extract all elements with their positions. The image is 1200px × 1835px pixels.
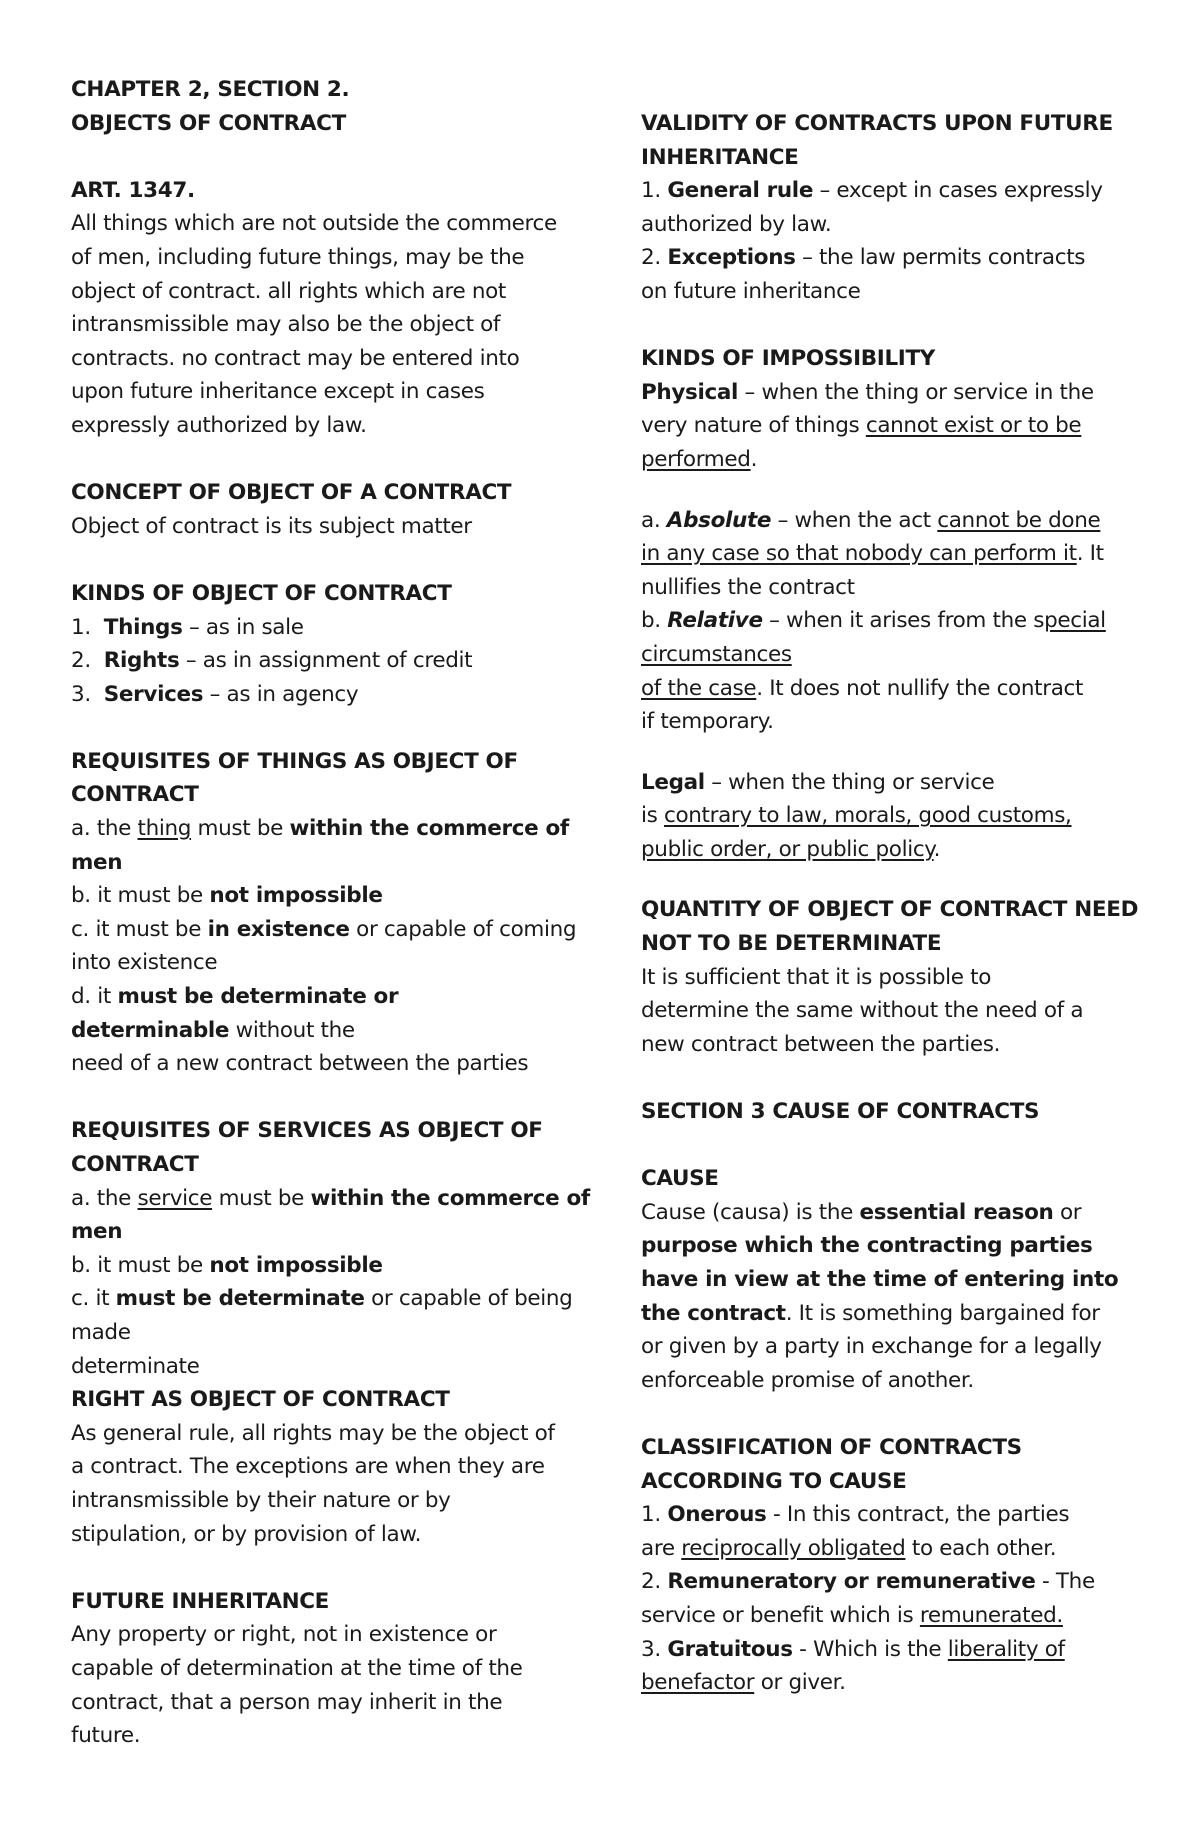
section3-heading: SECTION 3 CAUSE OF CONTRACTS (641, 1099, 1040, 1125)
cause-line: Cause (causa) is the essential reason or (641, 1199, 1082, 1225)
physical-line: very nature of things cannot exist or to be (641, 413, 1082, 439)
article-line: expressly authorized by law. (71, 412, 367, 438)
classification-heading: ACCORDING TO CAUSE (641, 1468, 907, 1494)
req-services-b: b. it must be not impossible (71, 1252, 383, 1278)
req-things-d-cont: determinable without the (71, 1017, 355, 1043)
quantity-line: determine the same without the need of a (641, 998, 1084, 1024)
relative-line: if temporary. (641, 709, 774, 735)
classification-item: 2. Remuneratory or remunerative - The (641, 1569, 1095, 1595)
classification-item: 1. Onerous - In this contract, the parties (641, 1502, 1070, 1528)
cause-heading: CAUSE (641, 1166, 719, 1192)
article-line: intransmissible may also be the object of (71, 312, 501, 338)
article-line: contracts. no contract may be entered into (71, 345, 520, 371)
validity-item-cont: authorized by law. (641, 211, 832, 237)
classification-heading: CLASSIFICATION OF CONTRACTS (641, 1434, 1022, 1460)
future-line: future. (71, 1723, 141, 1749)
req-things-a: a. the thing must be within the commerce of (71, 816, 569, 842)
article-line: upon future inheritance except in cases (71, 379, 485, 405)
req-services-heading: REQUISITES OF SERVICES AS OBJECT OF (71, 1118, 543, 1144)
left-column (71, 73, 611, 1753)
article-heading: ART. 1347. (71, 177, 195, 203)
classification-item: 3. Gratuitous - Which is the liberality of (641, 1636, 1065, 1662)
page-title: OBJECTS OF CONTRACT (71, 110, 346, 136)
article-line: All things which are not outside the commerce (71, 211, 557, 237)
validity-item: 1. General rule – except in cases expressly (641, 178, 1103, 204)
req-things-a-cont: men (71, 849, 123, 875)
validity-heading: INHERITANCE (641, 144, 799, 170)
concept-heading: CONCEPT OF OBJECT OF A CONTRACT (71, 480, 512, 506)
req-things-d-cont: need of a new contract between the parties (71, 1051, 529, 1077)
right-column (641, 107, 1141, 1700)
quantity-heading: NOT TO BE DETERMINATE (641, 931, 942, 957)
legal-line: is contrary to law, morals, good customs, (641, 803, 1072, 829)
cause-line: purpose which the contracting parties (641, 1233, 1093, 1259)
validity-item: 2. Exceptions – the law permits contracts (641, 245, 1086, 271)
article-line: object of contract. all rights which are not (71, 278, 506, 304)
req-services-a-cont: men (71, 1219, 123, 1245)
req-things-c-cont: into existence (71, 950, 218, 976)
future-line: capable of determination at the time of the (71, 1655, 523, 1681)
quantity-line: It is sufficient that it is possible to (641, 964, 992, 990)
req-services-c-cont: made (71, 1319, 131, 1345)
quantity-line: new contract between the parties. (641, 1031, 1001, 1057)
legal-line: Legal – when the thing or service (641, 769, 995, 795)
concept-text: Object of contract is its subject matter (71, 513, 472, 539)
right-heading: RIGHT AS OBJECT OF CONTRACT (71, 1387, 450, 1413)
cause-line: the contract. It is something bargained for (641, 1300, 1100, 1326)
right-line: intransmissible by their nature or by (71, 1487, 451, 1513)
kinds-item: 1. Things – as in sale (71, 614, 304, 640)
chapter-heading: CHAPTER 2, SECTION 2. (71, 77, 350, 102)
relative-line: b. Relative – when it arises from the special (641, 608, 1106, 634)
req-services-c: c. it must be determinate or capable of being (71, 1286, 573, 1312)
absolute-line: nullifies the contract (641, 574, 855, 600)
validity-item-cont: on future inheritance (641, 278, 861, 304)
classification-item-cont: are reciprocally obligated to each other. (641, 1535, 1057, 1561)
right-line: a contract. The exceptions are when they are (71, 1454, 545, 1480)
req-things-heading: REQUISITES OF THINGS AS OBJECT OF (71, 748, 518, 774)
relative-line: of the case. It does not nullify the contract (641, 675, 1084, 701)
impossibility-heading: KINDS OF IMPOSSIBILITY (641, 346, 935, 372)
req-services-c-cont: determinate (71, 1353, 200, 1379)
req-services-heading: CONTRACT (71, 1152, 199, 1177)
future-line: Any property or right, not in existence or (71, 1622, 497, 1648)
req-things-d: d. it must be determinate or (71, 984, 399, 1010)
req-services-a: a. the service must be within the commerce of (71, 1185, 590, 1211)
kinds-item: 2. Rights – as in assignment of credit (71, 648, 473, 674)
right-line: stipulation, or by provision of law. (71, 1521, 422, 1547)
relative-line: circumstances (641, 641, 792, 667)
req-things-heading: CONTRACT (71, 782, 199, 808)
req-things-c: c. it must be in existence or capable of coming (71, 916, 577, 942)
future-heading: FUTURE INHERITANCE (71, 1588, 330, 1614)
legal-line: public order, or public policy. (641, 836, 941, 862)
req-things-b: b. it must be not impossible (71, 883, 383, 909)
cause-line: have in view at the time of entering into (641, 1267, 1119, 1292)
classification-item-cont: service or benefit which is remunerated. (641, 1602, 1063, 1628)
absolute-line: in any case so that nobody can perform it. It (641, 541, 1104, 567)
kinds-item: 3. Services – as in agency (71, 681, 359, 707)
quantity-heading: QUANTITY OF OBJECT OF CONTRACT NEED (641, 897, 1139, 923)
validity-heading: VALIDITY OF CONTRACTS UPON FUTURE (641, 111, 1113, 136)
future-line: contract, that a person may inherit in the (71, 1689, 503, 1715)
classification-item-cont: benefactor or giver. (641, 1670, 846, 1696)
physical-line: Physical – when the thing or service in the (641, 379, 1094, 405)
kinds-heading: KINDS OF OBJECT OF CONTRACT (71, 580, 452, 606)
right-line: As general rule, all rights may be the object of (71, 1420, 555, 1446)
cause-line: enforceable promise of another. (641, 1367, 974, 1393)
article-line: of men, including future things, may be the (71, 244, 525, 270)
absolute-line: a. Absolute – when the act cannot be done (641, 507, 1101, 533)
cause-line: or given by a party in exchange for a legally (641, 1334, 1102, 1360)
physical-line: performed. (641, 446, 758, 472)
